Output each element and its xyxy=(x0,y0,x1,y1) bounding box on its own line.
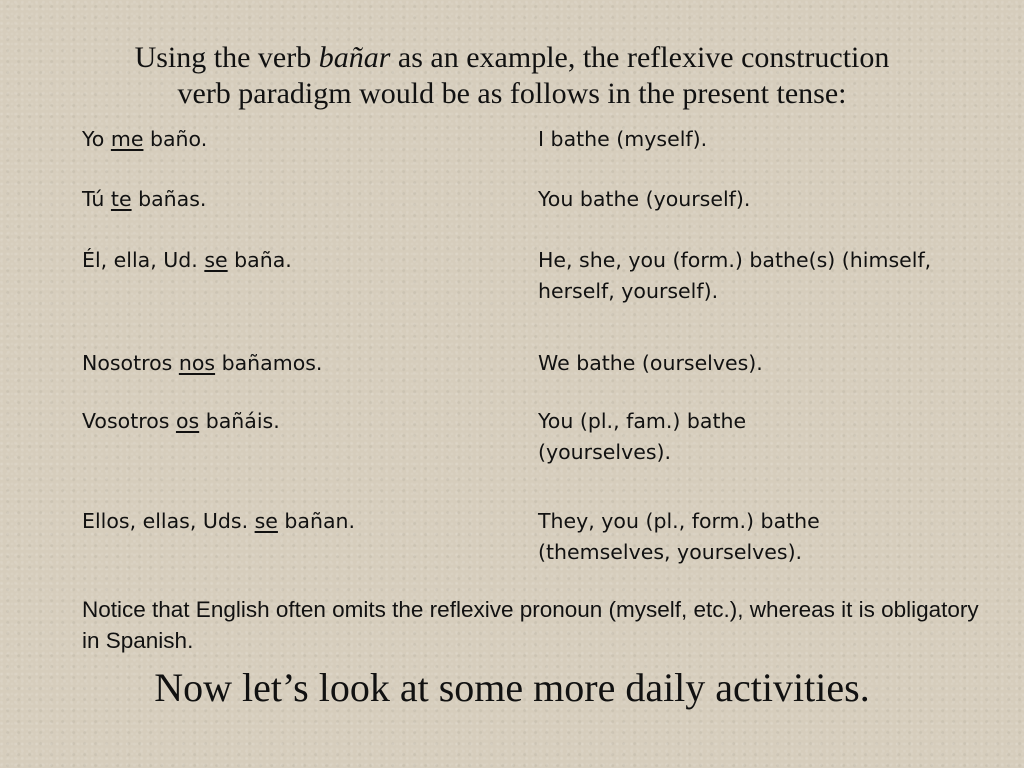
spanish-verb: bañamos. xyxy=(215,351,323,375)
spanish-subject: Yo xyxy=(82,127,111,151)
heading-line-2: verb paradigm would be as follows in the present tense: xyxy=(177,77,847,110)
spanish-form xyxy=(82,506,522,537)
spanish-form xyxy=(82,348,522,379)
reflexive-pronoun: se xyxy=(204,248,228,272)
heading-text-after: as an example, the reflexive construction xyxy=(390,41,890,74)
english-translation: We bathe (ourselves). xyxy=(538,351,763,375)
slide-heading xyxy=(40,40,984,112)
heading-line-1 xyxy=(40,40,984,76)
reflexive-pronoun: me xyxy=(110,127,144,151)
spanish-form xyxy=(82,245,522,276)
spanish-verb: bañan. xyxy=(277,509,356,533)
spanish-verb: baña. xyxy=(227,248,292,272)
spanish-form xyxy=(82,406,522,437)
english-translation: They, you (pl., form.) bathe (themselves, yourselves). xyxy=(538,509,820,564)
reflexive-pronoun: nos xyxy=(178,351,216,375)
heading-verb: bañar xyxy=(318,41,391,74)
spanish-verb: bañas. xyxy=(131,187,207,211)
english-translation: You bathe (yourself). xyxy=(538,187,751,211)
spanish-verb: bañáis. xyxy=(199,409,280,433)
reflexive-pronoun: os xyxy=(175,409,200,433)
reflexive-pronoun: te xyxy=(110,187,132,211)
spanish-verb: baño. xyxy=(143,127,208,151)
spanish-subject: Él, ella, Ud. xyxy=(82,248,205,272)
english-translation: You (pl., fam.) bathe (yourselves). xyxy=(538,409,747,464)
reflexive-pronoun: se xyxy=(254,509,278,533)
english-translation: I bathe (myself). xyxy=(538,127,708,151)
note-paragraph: Notice that English often omits the reflexive pronoun (myself, etc.), whereas it is obligatory in Spanish. xyxy=(82,597,979,653)
spanish-form xyxy=(82,124,522,155)
english-translation: He, she, you (form.) bathe(s) (himself, herself, yourself). xyxy=(538,248,932,303)
spanish-subject: Ellos, ellas, Uds. xyxy=(82,509,255,533)
spanish-form xyxy=(82,184,522,215)
spanish-subject: Tú xyxy=(82,187,111,211)
spanish-subject: Vosotros xyxy=(82,409,176,433)
closing-title: Now let’s look at some more daily activities. xyxy=(154,665,870,710)
heading-text-before: Using the verb xyxy=(134,41,319,74)
spanish-subject: Nosotros xyxy=(82,351,179,375)
